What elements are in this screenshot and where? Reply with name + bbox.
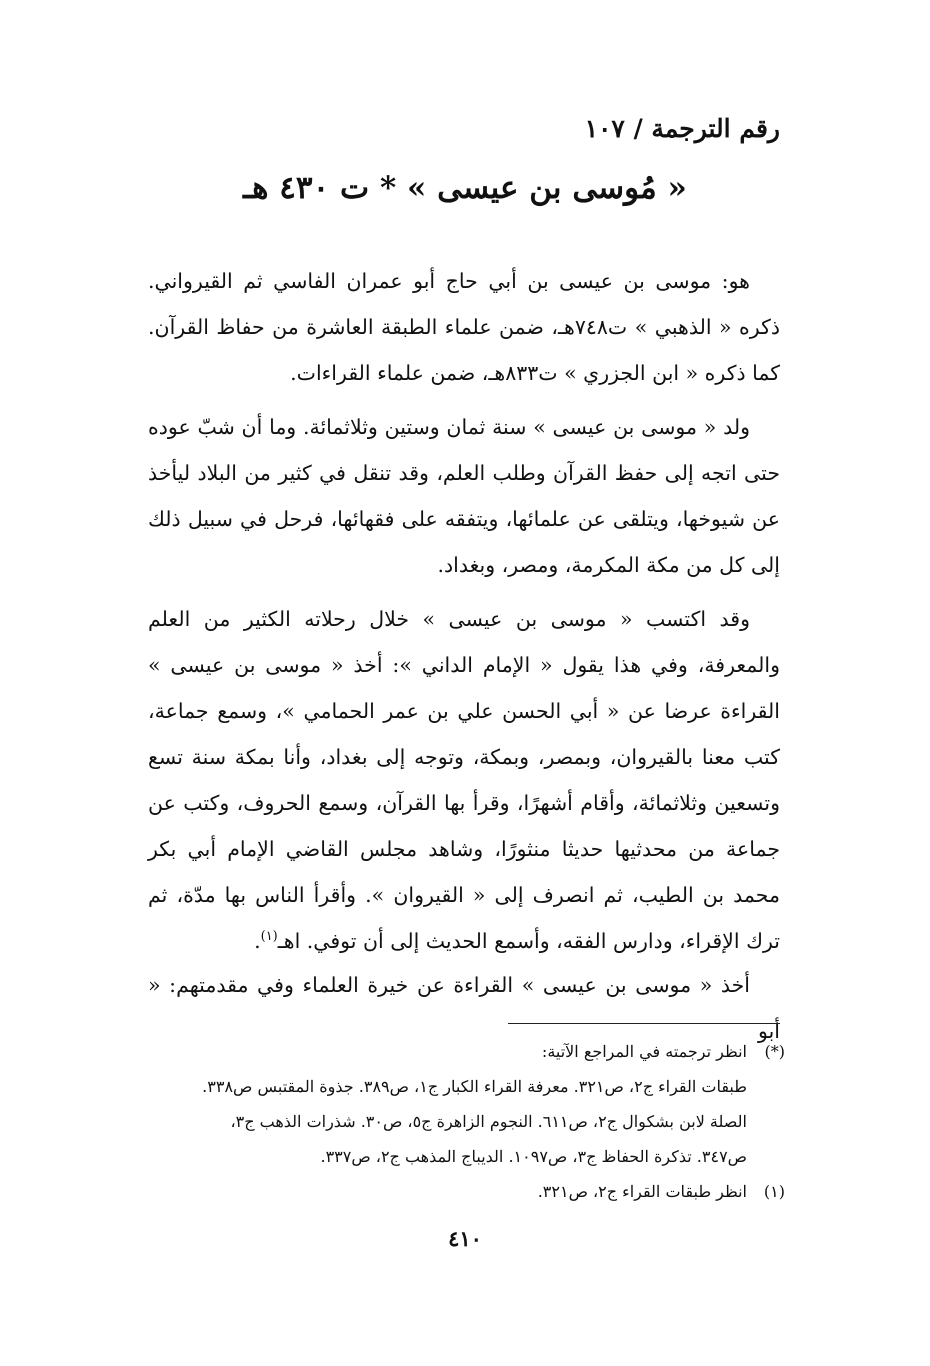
footnote-ref-1[interactable]: (١) bbox=[260, 929, 278, 945]
footnote-star-intro: انظر ترجمته في المراجع الآتية: bbox=[541, 1042, 747, 1061]
footnote-star-line bbox=[143, 1139, 785, 1174]
footnote-star bbox=[143, 1034, 785, 1069]
footnote-one bbox=[143, 1174, 785, 1209]
paragraph-teachers-text: أخذ « موسى بن عيسى » القراءة عن خيرة العلماء وفي مقدمتهم: « أبو bbox=[148, 973, 780, 1043]
footnote-separator bbox=[508, 1023, 780, 1024]
paragraph-travels bbox=[148, 596, 780, 964]
footnote-star-line1: طبقات القراء ج٢، ص٣٢١. معرفة القراء الكبار ج١، ص٣٨٩. جذوة المقتبس ص٣٣٨. bbox=[202, 1077, 747, 1096]
page-number: ٤١٠ bbox=[448, 1226, 482, 1251]
footnote-star-line3: ص٣٤٧. تذكرة الحفاظ ج٣، ص١٠٩٧. الديباج المذهب ج٢، ص٣٣٧. bbox=[320, 1147, 747, 1166]
paragraph-birth-text: ولد « موسى بن عيسى » سنة ثمان وستين وثلاثمائة. وما أن شبّ عوده حتى اتجه إلى حفظ القرآن وطلب العلم، وقد تنقل في كثير من البلاد ليأخذ عن شيوخها، ويتلقى عن علمائها، ويتفقه على فقهائها، فرحل في سبيل ذلك إلى كل من مكة المكرمة، ومصر، وبغداد. bbox=[148, 415, 780, 577]
footnotes bbox=[143, 1034, 785, 1209]
footnote-star-line2: الصلة لابن بشكوال ج٢، ص٦١١. النجوم الزاهرة ج٥، ص٣٠. شذرات الذهب ج٣، bbox=[230, 1112, 747, 1131]
paragraph-intro-text: هو: موسى بن عيسى بن أبي حاج أبو عمران الفاسي ثم القيرواني. ذكره « الذهبي » ت٧٤٨هـ، ضمن علماء الطبقة العاشرة من حفاظ القرآن. كما ذكره « ابن الجزري » ت٨٣٣هـ، ضمن علماء القراءات. bbox=[148, 269, 780, 385]
footnote-star-line bbox=[143, 1104, 785, 1139]
paragraph-birth bbox=[148, 404, 780, 588]
footnote-star-line bbox=[143, 1069, 785, 1104]
paragraph-travels-end: . bbox=[254, 929, 261, 953]
entry-title: « مُوسى بن عيسى » * ت ٤٣٠ هـ bbox=[243, 170, 687, 206]
footnote-one-mark: (١) bbox=[763, 1182, 785, 1201]
footnote-one-text: انظر طبقات القراء ج٢، ص٣٢١. bbox=[537, 1182, 747, 1201]
paragraph-intro bbox=[148, 258, 780, 396]
footnote-star-mark: (*) bbox=[764, 1042, 785, 1061]
entry-number-label: رقم الترجمة / ١٠٧ bbox=[584, 114, 780, 143]
paragraph-travels-text: وقد اكتسب « موسى بن عيسى » خلال رحلاته الكثير من العلم والمعرفة، وفي هذا يقول « الإمام الداني »: أخذ « موسى بن عيسى » القراءة عرضا عن « أبي الحسن علي بن عمر الحمامي »، وسمع جماعة، كتب معنا بالقيروان، وبمصر، وبمكة، وتوجه إلى بغداد، وأنا بمكة سنة تسع وتسعين وثلاثمائة، وأقام أشهرًا، وقرأ بها القرآن، وسمع الحروف، وكتب عن جماعة من محدثيها حديثا منثورًا، وشاهد مجلس القاضي الإمام أبي بكر محمد بن الطيب، ثم انصرف إلى « القيروان ». وأقرأ الناس بها مدّة، ثم ترك الإقراء، ودارس الفقه، وأسمع الحديث إلى أن توفي. اهـ bbox=[148, 607, 780, 953]
